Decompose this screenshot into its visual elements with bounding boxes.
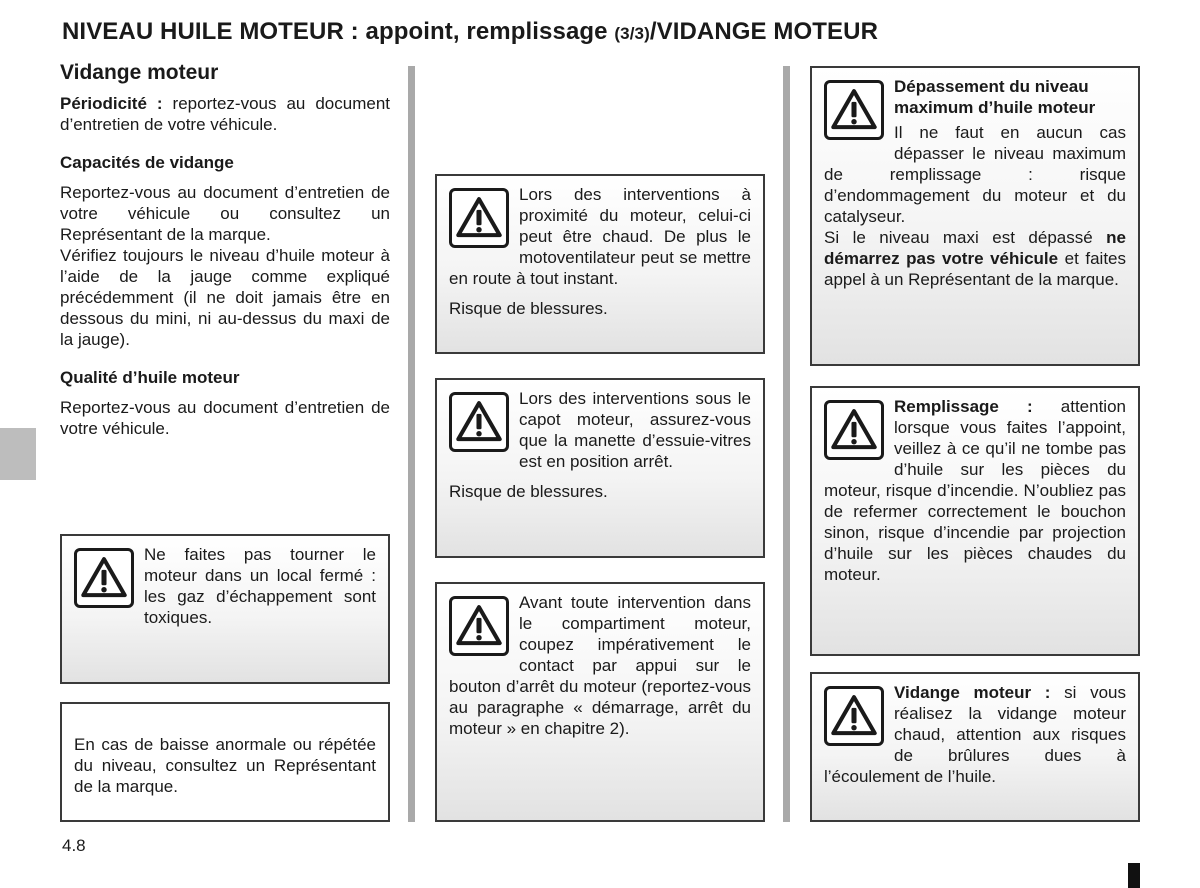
warning-triangle-icon — [74, 548, 134, 608]
page-title — [62, 18, 878, 46]
warning-box-vidange — [810, 672, 1140, 822]
title-main: NIVEAU HUILE MOTEUR : appoint, remplissage — [62, 18, 615, 45]
warning-triangle-icon — [824, 80, 884, 140]
warning-box-chaud — [435, 174, 765, 354]
page-corner-marker — [1128, 863, 1140, 888]
warning-depassement-title: Dépassement du niveau maximum d’huile moteur — [894, 77, 1096, 117]
warning-box-remplissage — [810, 386, 1140, 656]
warning-essuie-vitres-text: Lors des interventions sous le capot moteur, assurez-vous que la manette d’essuie-vitres est en position arrêt. — [519, 389, 751, 471]
qualite-title: Qualité d’huile moteur — [60, 368, 240, 387]
capacites-title: Capacités de vidange — [60, 153, 234, 172]
note-box-baisse — [60, 702, 390, 822]
warning-essuie-vitres-risk: Risque de blessures. — [449, 482, 608, 501]
warning-contact-text: Avant toute intervention dans le compartiment moteur, coupez impérativement le contact par appui sur le bouton d’arrêt du moteur (reportez-vous au paragraphe « démarrage, arrêt du moteur » en chapitre 2). — [449, 593, 751, 738]
note-baisse-text: En cas de baisse anormale ou répétée du niveau, consultez un Représentant de la marque. — [74, 735, 376, 796]
capacites-text: Reportez-vous au document d’entretien de votre véhicule ou consultez un Représentant de la marque. — [60, 183, 390, 244]
warning-triangle-icon — [449, 596, 509, 656]
warning-gaz-text: Ne faites pas tourner le moteur dans un local fermé : les gaz d’échappement sont toxiques. — [144, 545, 376, 627]
warning-remplissage-label: Remplissage : — [894, 397, 1033, 416]
title-end: /VIDANGE MOTEUR — [649, 18, 879, 45]
warning-box-contact — [435, 582, 765, 822]
warning-remplissage-text: attention lorsque vous faites l’appoint, veillez à ce qu’il ne tombe pas d’huile sur les pièces du moteur, risque d’incendie. N’oubliez pas de refermer correctement le bouchon sinon, risque d’incendie par projection d’huile sur les pièces chaudes du moteur. — [824, 397, 1126, 584]
verifiez-text: Vérifiez toujours le niveau d’huile moteur à l’aide de la jauge comme expliqué précédemment (il ne doit jamais être en dessous du mini, ni au-dessus du maxi de la jauge). — [60, 246, 390, 349]
warning-vidange-text: si vous réalisez la vidange moteur chaud, attention aux risques de brûlures dues à l’écoulement de l’huile. — [824, 683, 1126, 786]
warning-box-depassement — [810, 66, 1140, 366]
column-divider-right — [783, 66, 790, 822]
warning-box-gaz — [60, 534, 390, 684]
warning-triangle-icon — [824, 686, 884, 746]
warning-chaud-risk: Risque de blessures. — [449, 299, 608, 318]
warning-depassement-text2-b: et faites appel à un Représentant de la marque. — [824, 249, 1126, 289]
title-part-indicator: (3/3) — [614, 24, 650, 43]
column-divider-left — [408, 66, 415, 822]
warning-vidange-label: Vidange moteur : — [894, 683, 1051, 702]
section-heading: Vidange moteur — [60, 61, 219, 84]
periodicite-text: reportez-vous au document d’entretien de votre véhicule. — [60, 94, 390, 134]
qualite-text: Reportez-vous au document d’entretien de votre véhicule. — [60, 398, 390, 438]
chapter-tab — [0, 428, 36, 480]
warning-depassement-text2 — [824, 227, 1126, 290]
warning-box-essuie-vitres — [435, 378, 765, 558]
warning-triangle-icon — [824, 400, 884, 460]
warning-triangle-icon — [449, 188, 509, 248]
warning-depassement-text: Il ne faut en aucun cas dépasser le niveau maximum de remplissage : risque d’endommagement du moteur et du catalyseur. — [824, 123, 1126, 226]
warning-depassement-text2-a: Si le niveau maxi est dépassé — [824, 228, 1107, 247]
warning-depassement-emphasis: ne démarrez pas votre véhicule — [824, 228, 1126, 268]
page-number: 4.8 — [62, 836, 86, 855]
warning-triangle-icon — [449, 392, 509, 452]
periodicite-label: Périodicité : — [60, 94, 163, 113]
left-column — [60, 62, 390, 439]
periodicite-paragraph — [60, 93, 390, 135]
warning-chaud-text: Lors des interventions à proximité du moteur, celui-ci peut être chaud. De plus le motoventilateur peut se mettre en route à tout instant. — [449, 185, 751, 288]
